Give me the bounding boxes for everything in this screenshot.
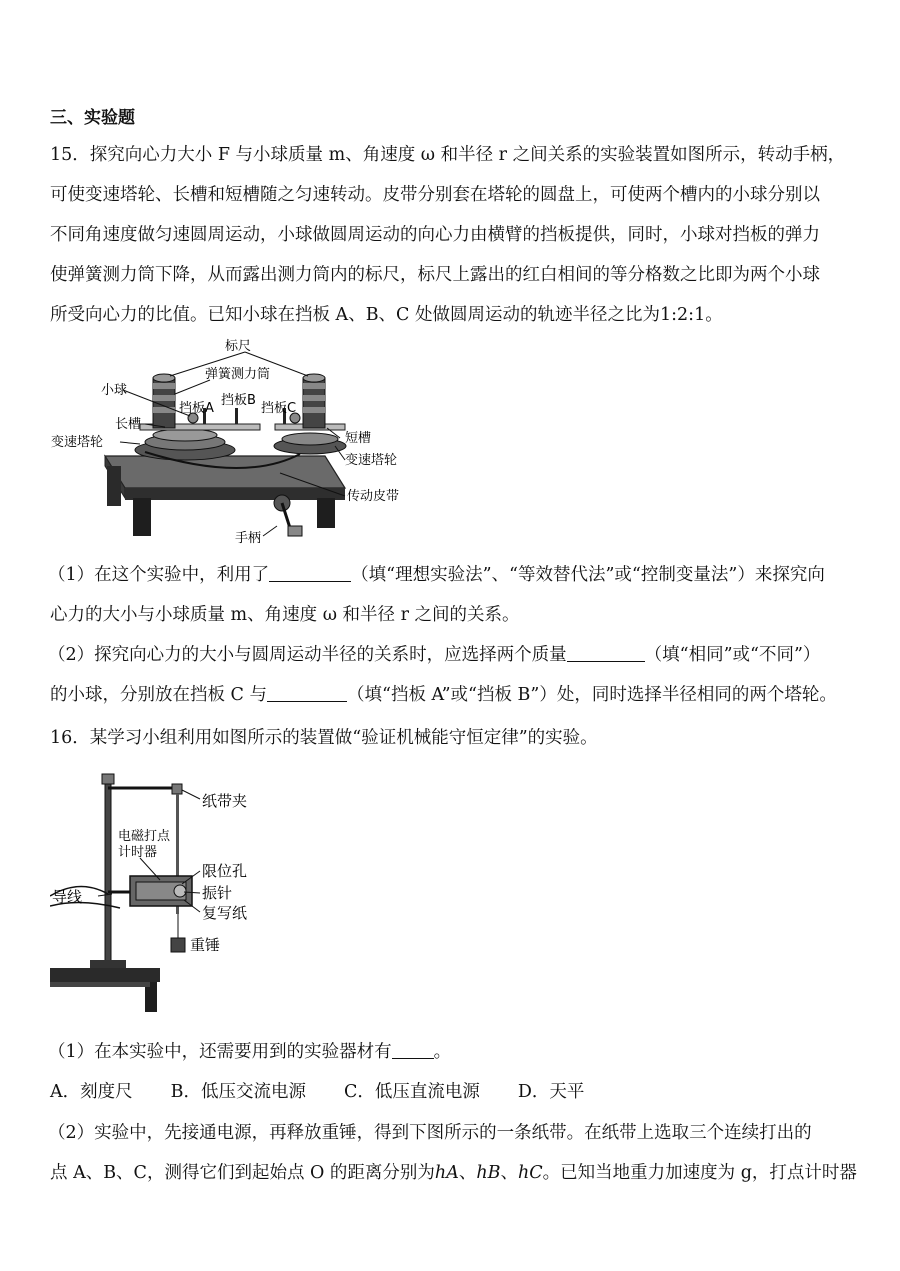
option-a[interactable]: A．刻度尺 (50, 1082, 133, 1102)
label-ruler: 标尺 (225, 339, 252, 354)
answer-blank-1[interactable] (269, 563, 351, 582)
label-spring: 弹簧测力筒 (205, 367, 271, 382)
label-handle: 手柄 (235, 531, 262, 546)
q15-line-1: 15．探究向心力大小 F 与小球质量 m、角速度 ω 和半径 r 之间关系的实验装置如图所示，转动手柄， (50, 145, 846, 165)
label-limit-hole: 限位孔 (202, 862, 248, 880)
q15-sub2-suffix: （填“相同”或“不同”） (644, 645, 821, 665)
q15-sub1-line-2: 心力的大小与小球质量 m、角速度 ω 和半径 r 之间的关系。 (50, 605, 520, 625)
label-baffle-b: 挡板B (221, 393, 256, 408)
q16-sub2-suffix: 。已知当地重力加速度为 g，打点计时器 (542, 1163, 857, 1183)
label-timer-2: 计时器 (118, 845, 158, 860)
answer-blank-4[interactable] (392, 1040, 434, 1059)
q15-sub2-line (48, 643, 820, 667)
centripetal-apparatus-figure (45, 338, 435, 553)
label-clip: 纸带夹 (202, 792, 248, 810)
label-long-slot: 长槽 (115, 417, 142, 432)
q15-sub2-prefix: （2）探究向心力的大小与圆周运动半径的关系时，应选择两个质量 (48, 645, 567, 665)
label-short-slot: 短槽 (345, 431, 372, 446)
option-b[interactable]: B．低压交流电源 (170, 1082, 307, 1102)
q16-options (50, 1080, 622, 1104)
q15-sub1-line (48, 563, 825, 587)
section-heading: 三、实验题 (50, 108, 135, 128)
q15-line-2: 可使变速塔轮、长槽和短槽随之匀速转动。皮带分别套在塔轮的圆盘上，可使两个槽内的小球分别以 (50, 185, 820, 205)
q15-sub1-prefix: （1）在这个实验中，利用了 (48, 565, 270, 585)
label-baffle-c: 挡板C (261, 401, 297, 416)
answer-blank-3[interactable] (267, 683, 347, 702)
h-a: hA (434, 1163, 459, 1183)
free-fall-apparatus-figure (50, 768, 290, 1018)
label-baffle-a: 挡板A (179, 401, 214, 416)
h-c: hC (517, 1163, 543, 1183)
q15-line-4: 使弹簧测力筒下降，从而露出测力筒内的标尺，标尺上露出的红白相间的等分格数之比即为两个小球 (50, 265, 820, 285)
q16-sub2-line-2: 点 A、B、C，测得它们到起始点 O 的距离分别为hA、hB、hC。已知当地重力加速度为 g，打点计时器 (50, 1163, 857, 1183)
label-tower-left: 变速塔轮 (51, 435, 104, 450)
answer-blank-2[interactable] (567, 643, 645, 662)
q16-sub1-line (48, 1040, 451, 1064)
q15-sub2-c: 的小球，分别放在挡板 C 与 (50, 685, 268, 705)
q15-line-3: 不同角速度做匀速圆周运动，小球做圆周运动的向心力由横臂的挡板提供，同时，小球对挡板的弹力 (50, 225, 820, 245)
option-c[interactable]: C．低压直流电源 (344, 1082, 480, 1102)
q16-sub1-prefix: （1）在本实验中，还需要用到的实验器材有 (48, 1042, 392, 1062)
label-belt: 传动皮带 (347, 489, 400, 504)
label-needle: 振针 (202, 884, 233, 902)
label-carbon: 复写纸 (202, 904, 248, 922)
label-timer-1: 电磁打点 (118, 829, 171, 844)
label-weight: 重锤 (190, 936, 221, 954)
label-tower-right: 变速塔轮 (345, 453, 398, 468)
h-b: hB (476, 1163, 501, 1183)
q16-sub1-suffix: 。 (433, 1042, 452, 1062)
label-ball: 小球 (101, 383, 128, 398)
q15-sub1-suffix: （填“理想实验法”、“等效替代法”或“控制变量法”）来探究向 (351, 565, 825, 585)
q16-sub2-prefix: 点 A、B、C，测得它们到起始点 O 的距离分别为 (50, 1163, 435, 1183)
q16-line-1: 16．某学习小组利用如图所示的装置做“验证机械能守恒定律”的实验。 (50, 728, 598, 748)
option-d[interactable]: D．天平 (517, 1082, 585, 1102)
q15-sub2-d: （填“挡板 A”或“挡板 B”）处，同时选择半径相同的两个塔轮。 (347, 685, 837, 705)
label-wire: 导线 (52, 888, 83, 906)
q15-line-5: 所受向心力的比值。已知小球在挡板 A、B、C 处做圆周运动的轨迹半径之比为1:2:1。 (50, 305, 723, 325)
q15-sub2-line-2 (50, 683, 837, 707)
q16-sub2-line-1: （2）实验中，先接通电源，再释放重锤，得到下图所示的一条纸带。在纸带上选取三个连续打出的 (48, 1123, 812, 1143)
